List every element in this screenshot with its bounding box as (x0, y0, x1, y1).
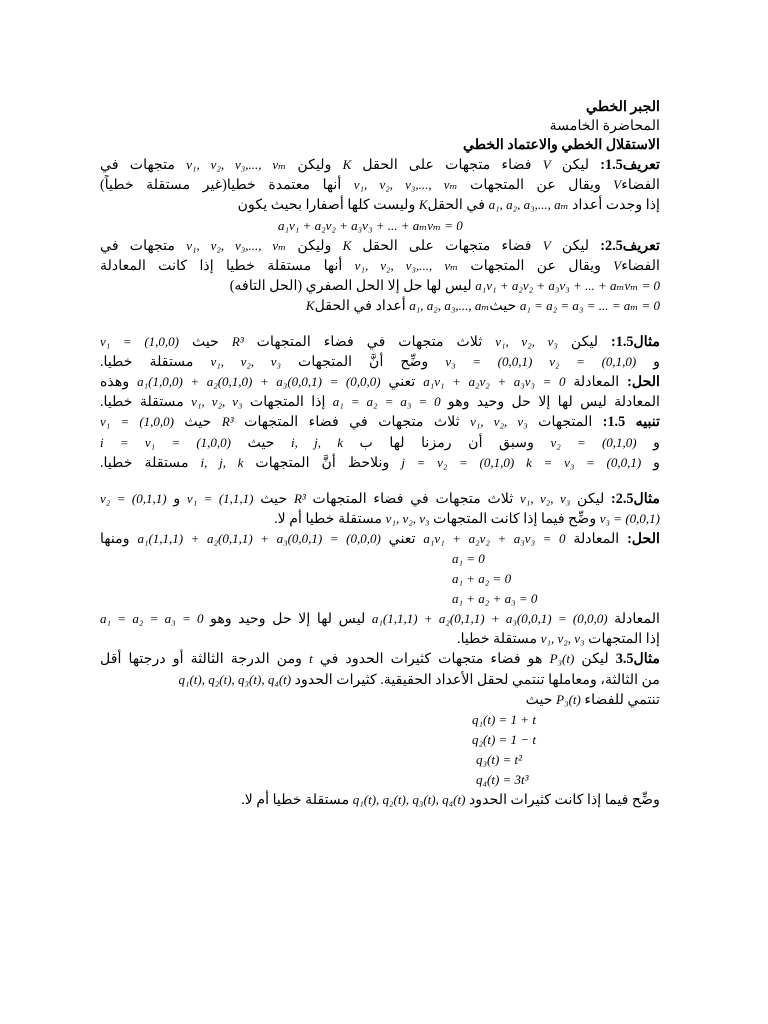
text-run: و (636, 354, 660, 371)
text-run: الاستقلال الخطي والاعتماد الخطي (462, 137, 660, 154)
text-run: متجهات في (100, 157, 187, 174)
math-expression: a₁, a₂, a₃,..., aₘ (488, 197, 569, 213)
bold-label: مثال3.5 (608, 651, 660, 668)
math-expression: V (542, 157, 551, 173)
text-run: حيث (173, 414, 222, 431)
text-run: وسبق أن رمزنا لها ب (343, 434, 551, 451)
text-line (100, 296, 660, 316)
text-run: ليكن (557, 334, 599, 351)
text-run: المعادلة (565, 530, 620, 547)
text-line (100, 670, 660, 690)
text-run: وليكن (286, 157, 343, 174)
math-expression: v₁, v₂, v₃,..., vₘ (354, 257, 459, 273)
math-expression: K (342, 157, 352, 173)
text-run: من الثالثة، ومعاملها تنتمي لحقل الأعداد الحقيقية. كثيرات الحدود (291, 671, 660, 688)
text-line (100, 276, 660, 296)
text-run: تعني (380, 530, 424, 547)
text-run: المحاضرة الخامسة (549, 118, 660, 135)
text-run: ثلاث متجهات في فضاء المتجهات (305, 490, 521, 507)
text-line (100, 730, 660, 750)
math-expression: K (342, 237, 352, 253)
text-run: في الحقل (427, 197, 489, 214)
text-line (100, 216, 660, 236)
text-run: أنها مستقلة خطيا إذا كانت المعادلة (100, 257, 355, 274)
math-expression: v₁, v₂, v₃,..., vₘ (186, 157, 287, 173)
math-expression: a₁ + a₂ + a₃ = 0 (452, 591, 538, 607)
math-expression: v₃ = (0,0,1) (445, 354, 533, 370)
text-run: أعداد في الحقل (314, 297, 410, 314)
bold-label: الحل: (619, 530, 660, 547)
math-expression: t (309, 651, 313, 667)
math-expression: a₁(1,1,1) + a₂(0,1,1) + a₃(0,0,1) = (0,0,0) (137, 530, 381, 546)
text-line (100, 392, 660, 412)
math-expression: a₁ = a₂ = a₃ = 0 (100, 611, 204, 627)
text-run: وهذه (100, 374, 138, 391)
text-run: الفضاء (621, 257, 660, 274)
text-run: الجبر الخطي (586, 99, 660, 115)
text-run: ومن الدرجة الثالثة أو درجتها أقل (100, 651, 310, 668)
text-run: و (166, 490, 187, 507)
text-run: مستقلة خطيا أم لا. (241, 792, 353, 809)
math-expression: v₂ = (0,1,1) (100, 490, 167, 506)
text-run: ليكن (550, 157, 590, 174)
text-run: ليكن (570, 490, 605, 507)
text-run: أنها معتمدة خطيا(غير مستقلة خطياً) (100, 177, 354, 194)
text-line (100, 569, 660, 589)
text-run: إذا المتجهات (242, 394, 333, 411)
math-expression: v₁ = (1,1,1) (186, 490, 254, 506)
text-run: وضِّح فيما إذا كانت المتجهات (429, 510, 600, 527)
text-run: ليكن (574, 651, 609, 668)
math-expression: v₁, v₂, v₃ (385, 510, 430, 526)
text-line (100, 690, 660, 710)
math-expression: a₁v₁ + a₂v₂ + a₃v₃ = 0 (423, 374, 566, 390)
text-run: حيث (489, 297, 520, 314)
math-expression: a₁ + a₂ = 0 (452, 571, 512, 587)
text-run: حيث (253, 490, 294, 507)
math-expression: v₁, v₂, v₃ (470, 414, 528, 430)
text-line (100, 98, 660, 117)
math-expression: a₁, a₂, a₃,..., aₘ (409, 297, 490, 313)
math-expression: a₁(1,0,0) + a₂(0,1,0) + a₃(0,0,1) = (0,0,0) (137, 374, 381, 390)
math-expression: a₁(1,1,1) + a₂(0,1,1) + a₃(0,0,1) = (0,0,0) (371, 611, 608, 627)
text-run: وليكن (286, 237, 343, 254)
text-line (100, 175, 660, 195)
math-expression: v₁, v₂, v₃ (495, 334, 558, 350)
text-line (100, 236, 660, 256)
text-line (100, 609, 660, 629)
text-line (100, 195, 660, 215)
text-run: تنتمي للفضاء (580, 691, 660, 708)
math-expression: V (613, 177, 622, 193)
text-run: وضِّح أنَّ المتجهات (281, 354, 446, 371)
bold-label: تنبيه 1.5: (592, 414, 660, 431)
text-run: حيث (525, 691, 557, 708)
text-run: المعادلة ليس لها إلا حل وحيد وهو (440, 394, 660, 411)
text-run: مستقلة خطيا أم لا. (274, 510, 386, 527)
text-line (100, 117, 660, 136)
math-expression: V (542, 237, 551, 253)
math-expression: i = v₁ = (1,0,0) (100, 434, 232, 450)
math-expression: v₁, v₂, v₃,..., vₘ (186, 237, 287, 253)
math-expression: K (305, 297, 315, 313)
text-line (100, 589, 660, 609)
math-expression: R³ (221, 414, 234, 430)
math-expression: a₁v₁ + a₂v₂ + a₃v₃ + ... + aₘvₘ = 0 (475, 277, 660, 293)
text-run: فضاء متجهات على الحقل (351, 237, 543, 254)
text-run (532, 354, 549, 370)
bold-label: مثال1.5: (598, 334, 660, 351)
text-run: وضِّح فيما إذا كانت كثيرات الحدود (465, 792, 660, 809)
text-line (100, 549, 660, 569)
math-expression: v₃ = (0,0,1) (599, 510, 660, 526)
text-run: ليكن (550, 237, 590, 254)
math-expression: a₁ = 0 (452, 550, 485, 566)
math-expression: q₁(t), q₂(t), q₃(t), q₄(t) (352, 792, 466, 808)
text-line (100, 790, 660, 810)
math-expression: a₁v₁ + a₂v₂ + a₃v₃ + ... + aₘvₘ = 0 (278, 217, 463, 233)
math-expression: v₁ = (1,0,0) (100, 414, 174, 430)
text-run: تعني (380, 374, 424, 391)
math-expression: q₁(t) = 1 + t (472, 711, 536, 727)
math-expression: R³ (293, 490, 306, 506)
math-expression: K (418, 197, 428, 213)
text-run (514, 455, 526, 471)
text-line (100, 489, 660, 509)
document-page (100, 98, 660, 810)
math-expression: V (613, 257, 622, 273)
text-run: ونلاحظ أنَّ المتجهات (243, 454, 402, 471)
math-expression: i, j, k (291, 434, 343, 450)
math-expression: R³ (231, 334, 244, 350)
math-expression: q₃(t) = t² (476, 751, 523, 767)
math-expression: v₂ = (0,1,0) (549, 354, 637, 370)
text-line (100, 332, 660, 352)
text-line (100, 770, 660, 790)
text-run: حيث (231, 434, 292, 451)
math-expression: q₂(t) = 1 − t (472, 731, 536, 747)
math-expression: v₂ = (0,1,0) (550, 434, 637, 450)
text-line (100, 155, 660, 175)
bold-label: تعريف1.5: (589, 157, 660, 174)
text-run: المعادلة (565, 374, 620, 391)
math-expression: v₁, v₂, v₃ (540, 631, 585, 647)
text-run: ويقال عن المتجهات (458, 257, 614, 274)
text-line (100, 649, 660, 669)
text-run: مستقلة خطيا. (100, 394, 192, 411)
text-run: ومنها (100, 530, 138, 547)
text-run: الفضاء (621, 177, 660, 194)
text-run: مستقلة خطيا. (100, 354, 211, 371)
math-expression: v₁, v₂, v₃ (210, 354, 282, 370)
text-run: حيث (179, 334, 232, 351)
text-run: مستقلة خطيا. (100, 454, 201, 471)
text-line (100, 412, 660, 432)
text-line (100, 372, 660, 392)
text-run: مستقلة خطيا. (457, 631, 541, 648)
text-line (100, 352, 660, 372)
math-expression: k = v₃ = (0,0,1) (526, 454, 642, 470)
math-expression: j = v₂ = (0,1,0) (401, 454, 515, 470)
text-run: ثلاث متجهات في فضاء المتجهات (243, 334, 496, 351)
math-expression: v₁, v₂, v₃,..., vₘ (353, 177, 458, 193)
text-run: المتجهات (527, 414, 593, 431)
text-run: هو فضاء متجهات كثيرات الحدود في (312, 651, 550, 668)
text-run: متجهات في (100, 237, 187, 254)
math-expression: v₁, v₂, v₃ (520, 490, 571, 506)
spacer (100, 473, 660, 489)
math-expression: q₄(t) = 3t³ (476, 772, 529, 787)
text-run: إذا وجدت أعداد (568, 197, 660, 214)
text-line (100, 529, 660, 549)
text-line (100, 256, 660, 276)
text-run: و (641, 454, 660, 471)
math-expression: v₁, v₂, v₃ (191, 394, 243, 410)
text-line (100, 453, 660, 473)
math-expression: a₁ = a₂ = a₃ = 0 (332, 394, 441, 410)
text-run: ويقال عن المتجهات (457, 177, 614, 194)
text-run: ليس لها حل إلا الحل الصفري (الحل التافه) (229, 277, 476, 294)
math-expression: i, j, k (200, 454, 244, 470)
math-expression: P₃(t) (556, 691, 581, 707)
text-line (100, 629, 660, 649)
bold-label: تعريف2.5: (589, 237, 660, 254)
math-expression: q₁(t), q₂(t), q₃(t), q₄(t) (178, 671, 292, 687)
text-run: و (636, 434, 660, 451)
text-line (100, 750, 660, 770)
text-run: وليست كلها أصفارا بحيث يكون (237, 197, 419, 214)
text-line (100, 136, 660, 155)
math-expression: a₁ = a₂ = a₃ = ... = aₘ = 0 (519, 297, 660, 313)
bold-label: مثال2.5: (604, 490, 660, 507)
text-line (100, 509, 660, 529)
text-line (100, 710, 660, 730)
text-run: المعادلة (607, 611, 660, 628)
spacer (100, 316, 660, 332)
bold-label: الحل: (619, 374, 660, 391)
text-line (100, 433, 660, 453)
math-expression: a₁v₁ + a₂v₂ + a₃v₃ = 0 (423, 530, 566, 546)
text-run: إذا المتجهات (584, 631, 660, 648)
text-run: فضاء متجهات على الحقل (351, 157, 543, 174)
text-run: ليس لها إلا حل وحيد وهو (203, 611, 372, 628)
text-run: ثلاث متجهات في فضاء المتجهات (233, 414, 471, 431)
math-expression: P₃(t) (549, 651, 575, 667)
math-expression: v₁ = (1,0,0) (100, 334, 180, 350)
